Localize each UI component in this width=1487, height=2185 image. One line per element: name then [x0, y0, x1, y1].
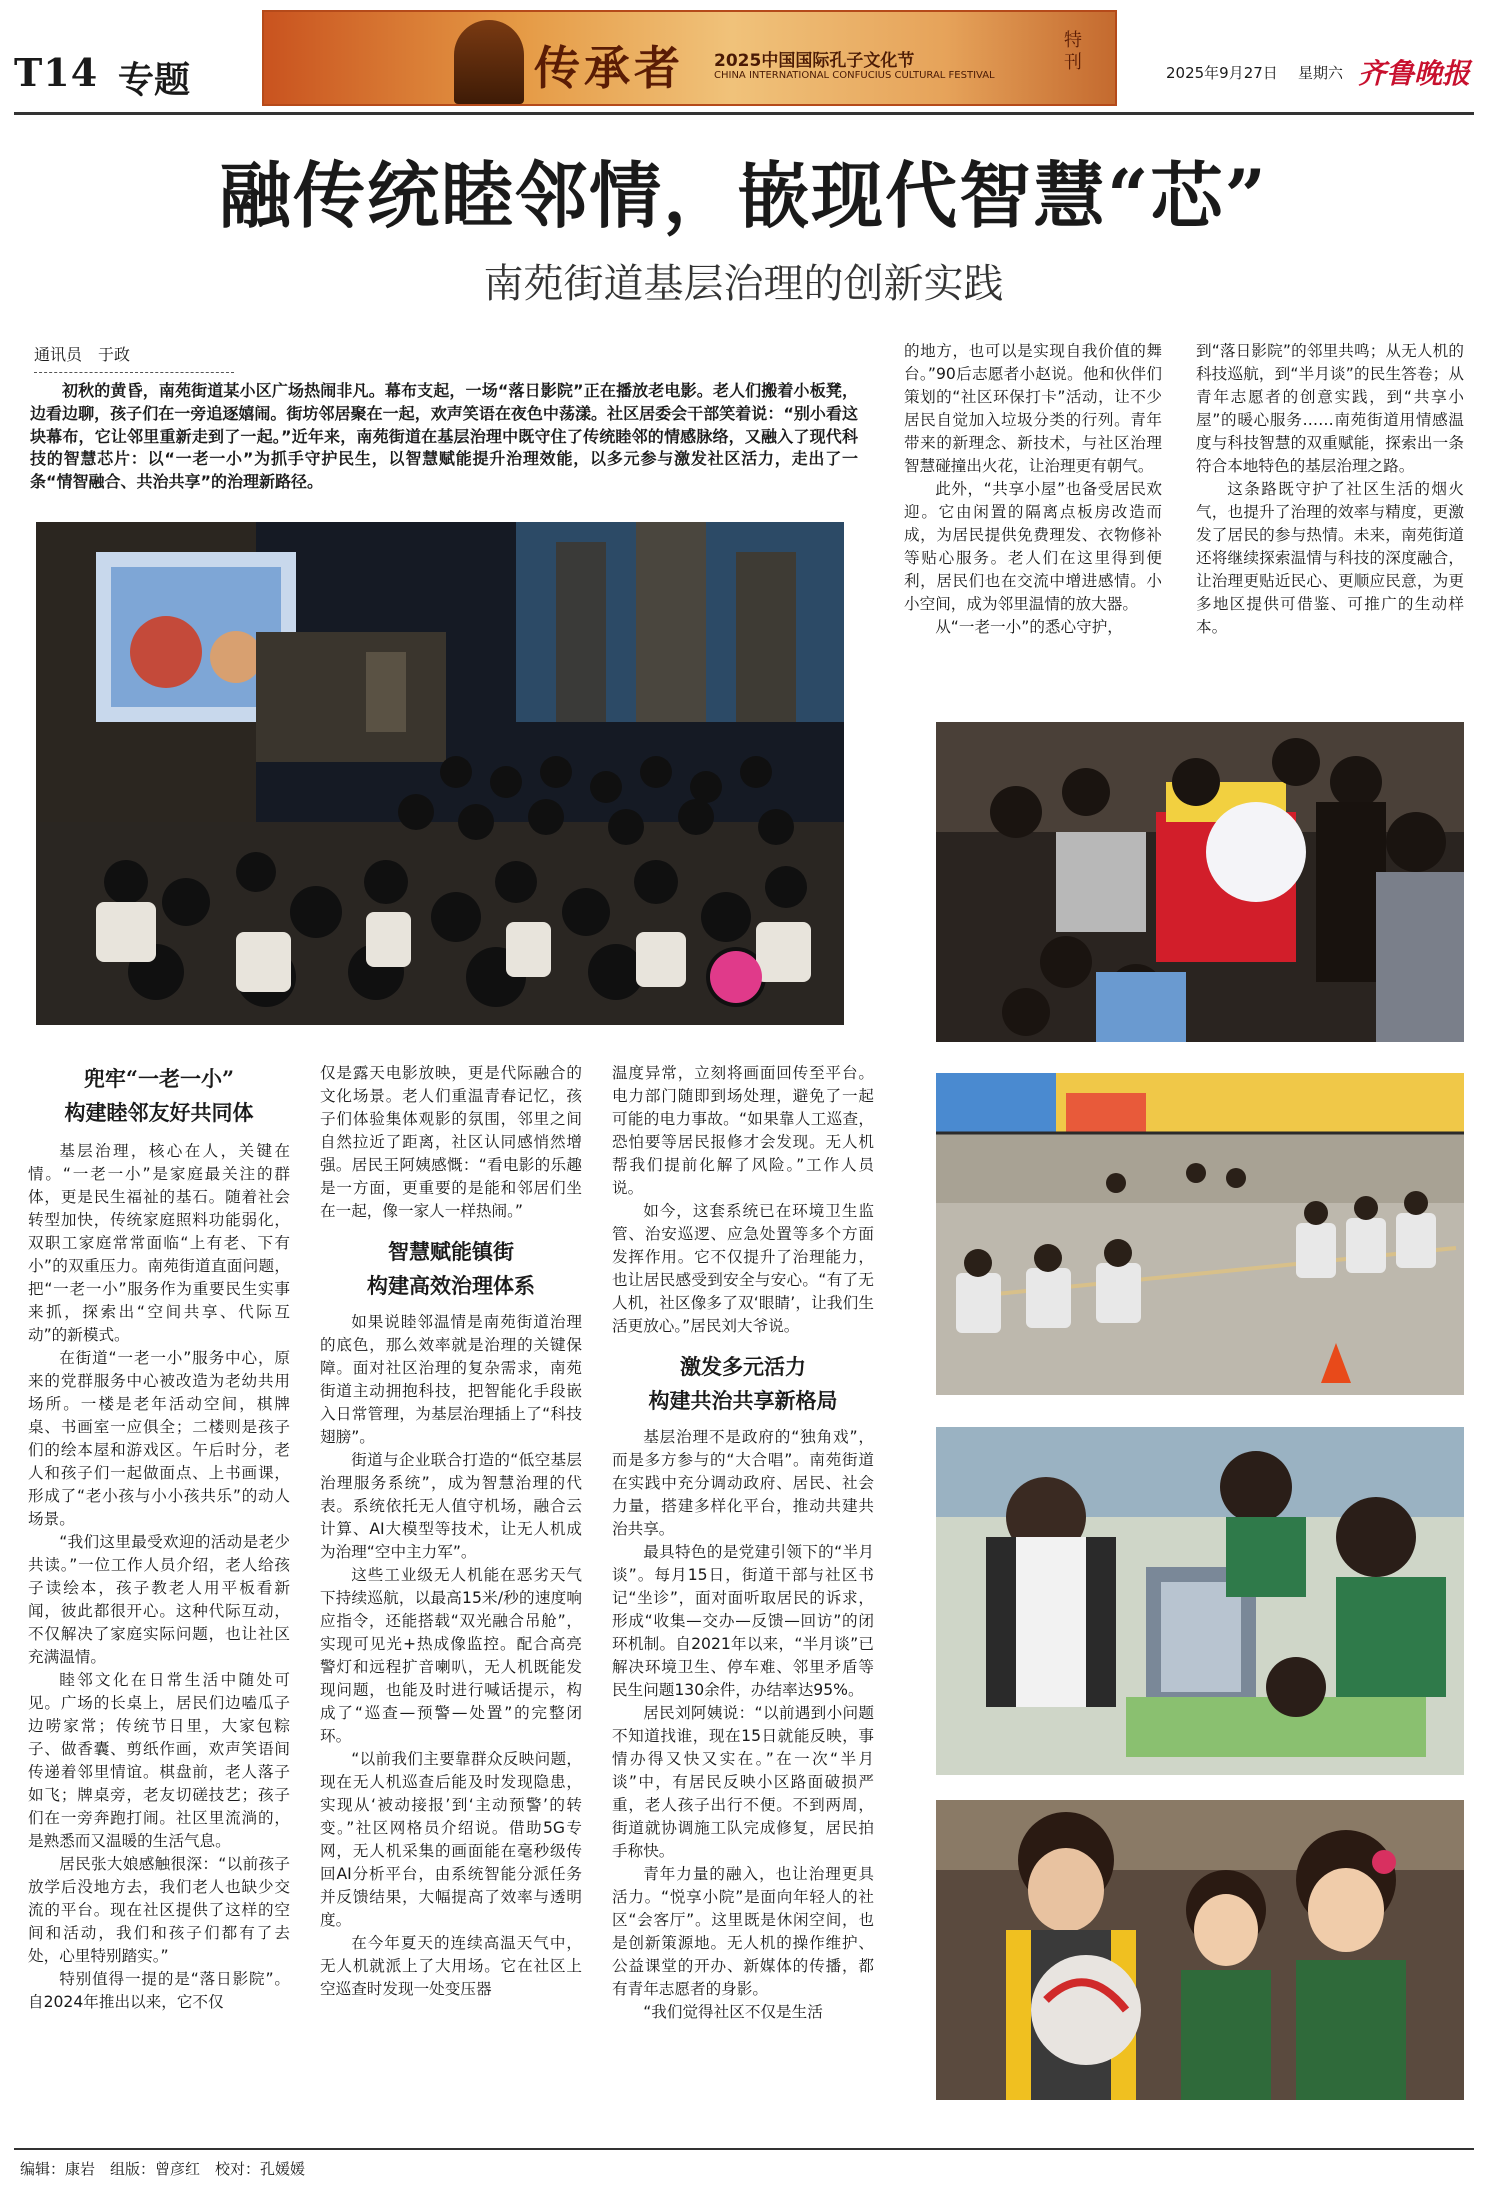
header-rule	[14, 112, 1474, 115]
newspaper-logo: 齐鲁晚报	[1358, 57, 1471, 90]
building-model-photo	[936, 1427, 1464, 1775]
teacher-children-photo	[936, 1800, 1464, 2100]
subheadline: 南苑街道基层治理的创新实践	[483, 261, 1004, 307]
column-3	[612, 1062, 874, 2024]
paragraph: “我们觉得社区不仅是生活	[643, 2003, 823, 2021]
paragraph: 街道与企业联合打造的“低空基层治理服务系统”，成为智慧治理的代表。系统依托无人值守机场，融合云计算、AI大模型等技术，让无人机成为治理“空中主力军”。	[320, 1451, 582, 1561]
outdoor-movie-illustration	[36, 522, 844, 1025]
confucius-figure-icon	[454, 20, 524, 104]
cotton-candy-illustration	[936, 722, 1464, 1042]
paragraph: “我们这里最受欢迎的活动是老少共读。”一位工作人员介绍，老人给孩子读绘本，孩子教老人用平板看新闻，彼此都很开心。这种代际互动，不仅解决了家庭实际问题，也让社区充满温情。	[28, 1533, 290, 1666]
section1-title-2: 构建睦邻友好共同体	[64, 1100, 254, 1125]
outdoor-movie-photo	[36, 522, 844, 1025]
column-1	[28, 1062, 290, 2014]
paragraph: 居民刘阿姨说：“以前遇到小问题不知道找谁，现在15日就能反映，事情办得又快又实在。”在一次“半月谈”中，有居民反映小区路面破损严重，老人孩子出行不便。不到两周，街道就协调施工队完成修复，居民拍手称快。	[612, 1704, 874, 1860]
building-model-illustration	[936, 1427, 1464, 1775]
paragraph: 从“一老一小”的悉心守护，	[935, 618, 1123, 636]
paragraph: 此外，“共享小屋”也备受居民欢迎。它由闲置的隔离点板房改造而成，为居民提供免费理发、衣物修补等贴心服务。老人们在这里得到便利，居民们也在交流中增进感情。小小空间，成为邻里温情的放大器。	[904, 480, 1162, 613]
tug-of-war-illustration	[936, 1073, 1464, 1395]
lead-text: 初秋的黄昏，南苑街道某小区广场热闹非凡。幕布支起，一场“落日影院”正在播放老电影。老人们搬着小板凳，边看边聊，孩子们在一旁追逐嬉闹。街坊邻居聚在一起，欢声笑语在夜色中荡漾。社区居委会干部笑着说：“别小看这块幕布，它让邻里重新走到了一起。”近年来，南苑街道在基层治理中既守住了传统睦邻的情感脉络，又融入了现代科技的智慧芯片：以“一老一小”为抓手守护民生，以智慧赋能提升治理效能，以多元参与激发社区活力，走出了一条“情智融合、共治共享”的治理新路径。	[30, 381, 858, 492]
lead-paragraph	[30, 380, 858, 494]
section-label: 专题	[118, 59, 191, 101]
banner-subtitle: 2025中国国际孔子文化节	[714, 51, 915, 71]
column-2	[320, 1062, 582, 2001]
paragraph: 特别值得一提的是“落日影院”。自2024年推出以来，它不仅	[28, 1970, 290, 2011]
cotton-candy-photo	[936, 722, 1464, 1042]
paragraph: 青年力量的融入，也让治理更具活力。“悦享小院”是面向年轻人的社区“会客厅”。这里既是休闲空间，也是创新策源地。无人机的操作维护、公益课堂的开办、新媒体的传播，都有青年志愿者的身影。	[612, 1865, 874, 1998]
footer-rule	[14, 2148, 1474, 2150]
section3-title-1: 激发多元活力	[680, 1354, 806, 1379]
paragraph: 睦邻文化在日常生活中随处可见。广场的长桌上，居民们边嗑瓜子边唠家常；传统节日里，大家包粽子、做香囊、剪纸作画，欢声笑语间传递着邻里情谊。棋盘前，老人落子如飞；牌桌旁，老友切磋技艺；孩子们在一旁奔跑打闹。社区里流淌的，是熟悉而又温暖的生活气息。	[28, 1671, 290, 1850]
paragraph: 基层治理不是政府的“独角戏”，而是多方参与的“大合唱”。南苑街道在实践中充分调动政府、居民、社会力量，搭建多样化平台，推动共建共治共享。	[612, 1428, 874, 1538]
paragraph: 的地方，也可以是实现自我价值的舞台。”90后志愿者小赵说。他和伙伴们策划的“社区环保打卡”活动，让不少居民自觉加入垃圾分类的行列。青年带来的新理念、新技术，与社区治理智慧碰撞出火花，让治理更有朝气。	[904, 342, 1162, 475]
paragraph: 基层治理，核心在人，关键在情。“一老一小”是家庭最关注的群体，更是民生福祉的基石。随着社会转型加快，传统家庭照料功能弱化，双职工家庭常常面临“上有老、下有小”的双重压力。南苑街道直面问题，把“一老一小”服务作为重要民生实事来抓，探索出“空间共享、代际互动”的新模式。	[28, 1142, 290, 1344]
page-number: T14	[14, 50, 99, 95]
byline: 通讯员 于政	[34, 345, 131, 364]
section2-title-2: 构建高效治理体系	[367, 1273, 535, 1298]
paragraph: 这些工业级无人机能在恶劣天气下持续巡航，以最高15米/秒的速度响应指令，还能搭载“双光融合吊舱”，实现可见光+热成像监控。配合高亮警灯和远程扩音喇叭，无人机既能发现问题，也能及时进行喊话提示，构成了“巡查—预警—处置”的完整闭环。	[320, 1566, 582, 1745]
paragraph: 仅是露天电影放映，更是代际融合的文化场景。老人们重温青春记忆，孩子们体验集体观影的氛围，邻里之间自然拉近了距离，社区认同感悄然增强。居民王阿姨感慨：“看电影的乐趣是一方面，更重要的是能和邻居们坐在一起，像一家人一样热闹。”	[320, 1064, 582, 1220]
tug-of-war-photo	[936, 1073, 1464, 1395]
banner-title: 传承者	[534, 41, 684, 95]
banner-subtitle-en: CHINA INTERNATIONAL CONFUCIUS CULTURAL FESTIVAL	[714, 70, 995, 81]
paragraph: 最具特色的是党建引领下的“半月谈”。每月15日，街道干部与社区书记“坐诊”，面对面听取居民的诉求，形成“收集—交办—反馈—回访”的闭环机制。自2021年以来，“半月谈”已解决环境卫生、停车难、邻里矛盾等民生问题130余件，办结率达95%。	[612, 1543, 874, 1699]
top-right-col2	[1196, 340, 1464, 639]
byline-rule	[34, 372, 234, 373]
editor-credits: 编辑：康岩 组版：曾彦红 校对：孔媛媛	[20, 2160, 306, 2178]
section2-title-1: 智慧赋能镇街	[388, 1239, 514, 1264]
paragraph: 这条路既守护了社区生活的烟火气，也提升了治理的效率与精度，更激发了居民的参与热情。未来，南苑街道还将继续探索温情与科技的深度融合，让治理更贴近民心、更顺应民意，为更多地区提供可借鉴、可推广的生动样本。	[1196, 480, 1464, 636]
festival-banner	[262, 10, 1117, 106]
section1-title-1: 兜牢“一老一小”	[83, 1066, 235, 1091]
paragraph: 在今年夏天的连续高温天气中，无人机就派上了大用场。它在社区上空巡查时发现一处变压器	[320, 1934, 582, 1998]
teacher-children-illustration	[936, 1800, 1464, 2100]
paragraph: 温度异常，立刻将画面回传至平台。电力部门随即到场处理，避免了一起可能的电力事故。“如果靠人工巡查，恐怕要等居民报修才会发现。无人机帮我们提前化解了风险。”工作人员说。	[612, 1064, 874, 1197]
paragraph: 在街道“一老一小”服务中心，原来的党群服务中心被改造为老幼共用场所。一楼是老年活动空间，棋牌桌、书画室一应俱全；二楼则是孩子们的绘本屋和游戏区。午后时分，老人和孩子们一起做面点、上书画课，形成了“老小孩与小小孩共乐”的动人场景。	[28, 1349, 290, 1528]
top-right-col1	[904, 340, 1162, 639]
paragraph: 到“落日影院”的邻里共鸣；从无人机的科技巡航，到“半月谈”的民生答卷；从青年志愿者的创意实践，到“共享小屋”的暖心服务……南苑街道用情感温度与科技智慧的双重赋能，探索出一条符合本地特色的基层治理之路。	[1196, 342, 1464, 475]
headline: 融传统睦邻情，嵌现代智慧“芯”	[219, 153, 1268, 238]
issue-date: 2025年9月27日	[1166, 64, 1278, 82]
paragraph: 如果说睦邻温情是南苑街道治理的底色，那么效率就是治理的关键保障。面对社区治理的复杂需求，南苑街道主动拥抱科技，把智能化手段嵌入日常管理，为基层治理插上了“科技翅膀”。	[320, 1313, 582, 1446]
paragraph: 居民张大娘感触很深：“以前孩子放学后没地方去，我们老人也缺少交流的平台。现在社区提供了这样的空间和活动，我们和孩子们都有了去处，心里特别踏实。”	[28, 1855, 290, 1965]
section3-title-2: 构建共治共享新格局	[648, 1388, 838, 1413]
banner-tag: 特刊	[1064, 30, 1082, 73]
issue-weekday: 星期六	[1298, 64, 1344, 82]
paragraph: “以前我们主要靠群众反映问题，现在无人机巡查后能及时发现隐患，实现从‘被动接报’到‘主动预警’的转变。”社区网格员介绍说。借助5G专网，无人机采集的画面能在毫秒级传回AI分析平台，由系统智能分派任务并反馈结果，大幅提高了效率与透明度。	[320, 1750, 582, 1929]
paragraph: 如今，这套系统已在环境卫生监管、治安巡逻、应急处置等多个方面发挥作用。它不仅提升了治理能力，也让居民感受到安全与安心。“有了无人机，社区像多了双‘眼睛’，让我们生活更放心。”居民刘大爷说。	[612, 1202, 874, 1335]
